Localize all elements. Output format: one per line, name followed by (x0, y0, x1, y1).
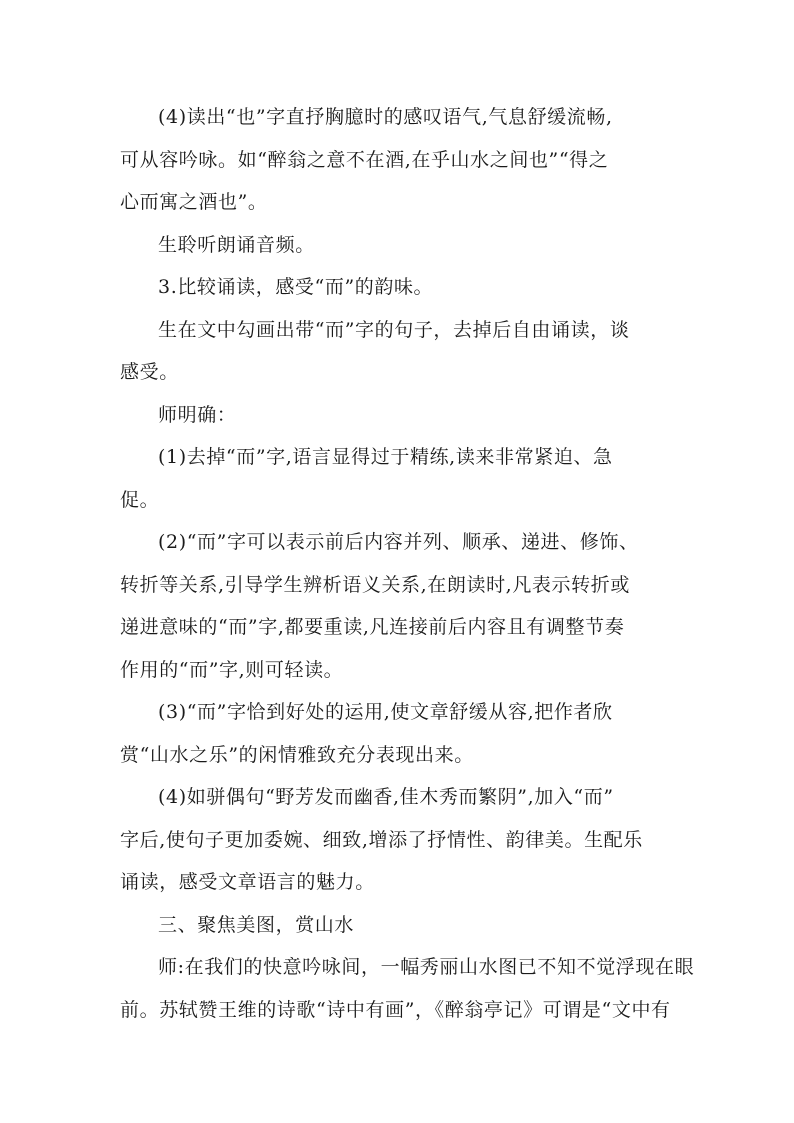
text-line: 诵读，感受文章语言的魅力。 (120, 871, 375, 893)
paragraph-point-4 (120, 776, 690, 904)
text-line: 递进意味的“而”字,都要重读,凡连接前后内容且有调整节奏 (120, 616, 625, 638)
section-heading-3 (120, 904, 690, 947)
paragraph-compare-heading (120, 266, 690, 309)
paragraph-teacher-clarify (120, 394, 690, 437)
text-line: (4)如骈偶句“野芳发而幽香,佳木秀而繁阴”,加入“而” (158, 786, 614, 808)
text-line: (3)“而”字恰到好处的运用,使文章舒缓从容,把作者欣 (158, 701, 613, 723)
text-line: 心而寓之酒也”。 (120, 191, 268, 213)
text-line: 生在文中勾画出带“而”字的句子，去掉后自由诵读，谈 (158, 318, 630, 341)
paragraph-point-1 (120, 436, 690, 521)
text-line: (4)读出“也”字直抒胸臆时的感叹语气,气息舒缓流畅, (158, 106, 613, 128)
text-line: 字后,使句子更加委婉、细致,增添了抒情性、韵律美。生配乐 (120, 828, 643, 851)
text-line: 3.比较诵读，感受“而”的韵味。 (158, 276, 434, 298)
text-line: 赏“山水之乐”的闲情雅致充分表现出来。 (120, 743, 474, 766)
text-line: 生聆听朗诵音频。 (158, 233, 315, 256)
text-line: 感受。 (120, 361, 179, 383)
text-line: (1)去掉“而”字,语言显得过于精练,读来非常紧迫、急 (158, 446, 613, 468)
text-line: 师:在我们的快意吟咏间，一幅秀丽山水图已不知不觉浮现在眼 (158, 956, 695, 978)
paragraph-point-2 (120, 521, 690, 691)
text-line: 三、聚焦美图，赏山水 (158, 913, 355, 936)
text-line: 前。苏轼赞王维的诗歌“诗中有画”，《醉翁亭记》可谓是“文中有 (120, 998, 671, 1021)
paragraph-teacher-intro (120, 946, 695, 1031)
text-line: 转折等关系,引导学生辨析语义关系,在朗读时,凡表示转折或 (120, 573, 630, 596)
paragraph-listen (120, 224, 690, 267)
document-body (120, 96, 695, 1031)
paragraph-student-task (120, 309, 690, 394)
paragraph-read-ye (120, 96, 690, 224)
text-line: 促。 (120, 488, 160, 511)
text-line: (2)“而”字可以表示前后内容并列、顺承、递进、修饰、 (158, 531, 639, 553)
paragraph-point-3 (120, 691, 690, 776)
text-line: 师明确： (158, 403, 237, 426)
text-line: 作用的“而”字,则可轻读。 (120, 658, 344, 681)
text-line: 可从容吟咏。如“醉翁之意不在酒,在乎山水之间也”“得之 (120, 148, 609, 171)
